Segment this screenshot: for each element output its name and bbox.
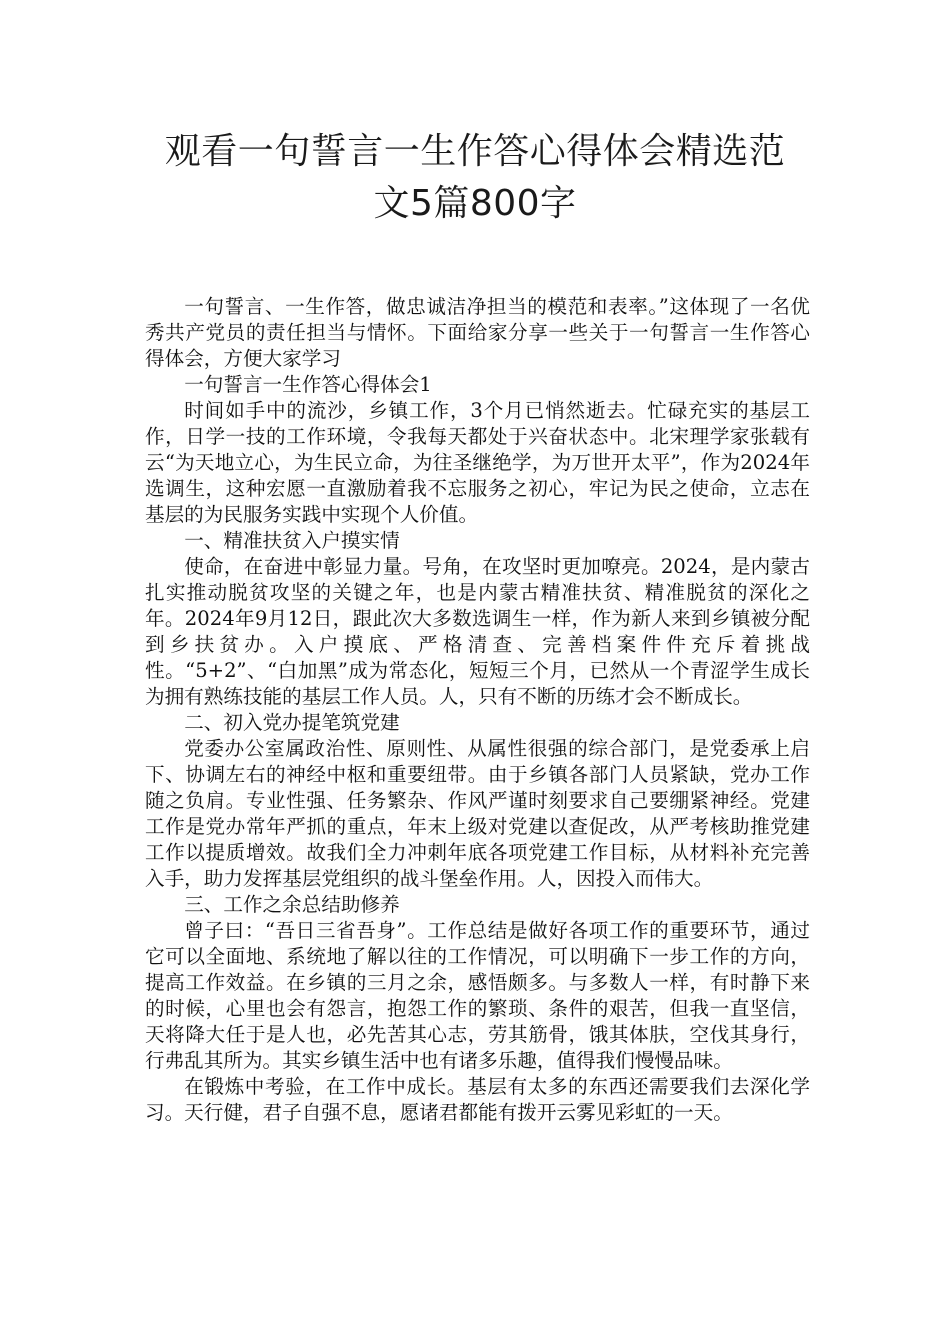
intro-paragraph: 一句誓言、一生作答，做忠诚洁净担当的模范和表率。”这体现了一名优秀共产党员的责任担当与情怀。下面给家分享一些关于一句誓言一生作答心得体会，方便大家学习 xyxy=(145,295,810,370)
section-heading-3: 三、工作之余总结助修养 xyxy=(184,893,400,916)
body-paragraph: 曾子曰：“吾日三省吾身”。工作总结是做好各项工作的重要环节，通过它可以全面地、系统地了解以往的工作情况，可以明确下一步工作的方向，提高工作效益。在乡镇的三月之余，感悟颇多。与多数人一样，有时静下来的时候，心里也会有怨言，抱怨工作的繁琐、条件的艰苦，但我一直坚信，天将降大任于是人也，必先苦其心志，劳其筋骨，饿其体肤，空伐其身行，行弗乱其所为。其实乡镇生活中也有诸多乐趣，值得我们慢慢品味。 xyxy=(145,919,810,1072)
body-paragraph: 使命，在奋进中彰显力量。号角，在攻坚时更加嘹亮。2024，是内蒙古扎实推动脱贫攻坚的关键之年，也是内蒙古精准扶贫、精准脱贫的深化之年。2024年9月12日，跟此次大多数选调生一样，作为新人来到乡镇被分配到乡扶贫办。入户摸底、严格清查、完善档案件件充斥着挑战性。“5+2”、“白加黑”成为常态化，短短三个月，已然从一个青涩学生成长为拥有熟练技能的基层工作人员。人，只有不断的历练才会不断成长。 xyxy=(145,555,810,708)
section-heading-1: 一、精准扶贫入户摸实情 xyxy=(184,529,400,552)
title-line-2: 文5篇800字 xyxy=(373,183,577,224)
document-title xyxy=(100,126,850,230)
body-paragraph: 党委办公室属政治性、原则性、从属性很强的综合部门，是党委承上启下、协调左右的神经中枢和重要纽带。由于乡镇各部门人员紧缺，党办工作随之负肩。专业性强、任务繁杂、作风严谨时刻要求自己要绷紧神经。党建工作是党办常年严抓的重点，年末上级对党建以查促改，从严考核助推党建工作以提质增效。故我们全力冲刺年底各项党建工作目标，从材料补充完善入手，助力发挥基层党组织的战斗堡垒作用。人，因投入而伟大。 xyxy=(145,737,810,890)
section-heading-2: 二、初入党办提笔筑党建 xyxy=(184,711,400,734)
closing-paragraph: 在锻炼中考验，在工作中成长。基层有太多的东西还需要我们去深化学习。天行健，君子自强不息，愿诸君都能有拨开云雾见彩虹的一天。 xyxy=(145,1075,810,1124)
body-paragraph: 时间如手中的流沙，乡镇工作，3个月已悄然逝去。忙碌充实的基层工作，日学一技的工作环境，令我每天都处于兴奋状态中。北宋理学家张载有云“为天地立心，为生民立命，为往圣继绝学，为万世开太平”，作为2024年选调生，这种宏愿一直激励着我不忘服务之初心，牢记为民之使命，立志在基层的为民服务实践中实现个人价值。 xyxy=(145,399,810,526)
document-body xyxy=(145,294,810,1126)
essay-heading: 一句誓言一生作答心得体会1 xyxy=(184,373,432,396)
title-line-1: 观看一句誓言一生作答心得体会精选范 xyxy=(164,131,786,172)
